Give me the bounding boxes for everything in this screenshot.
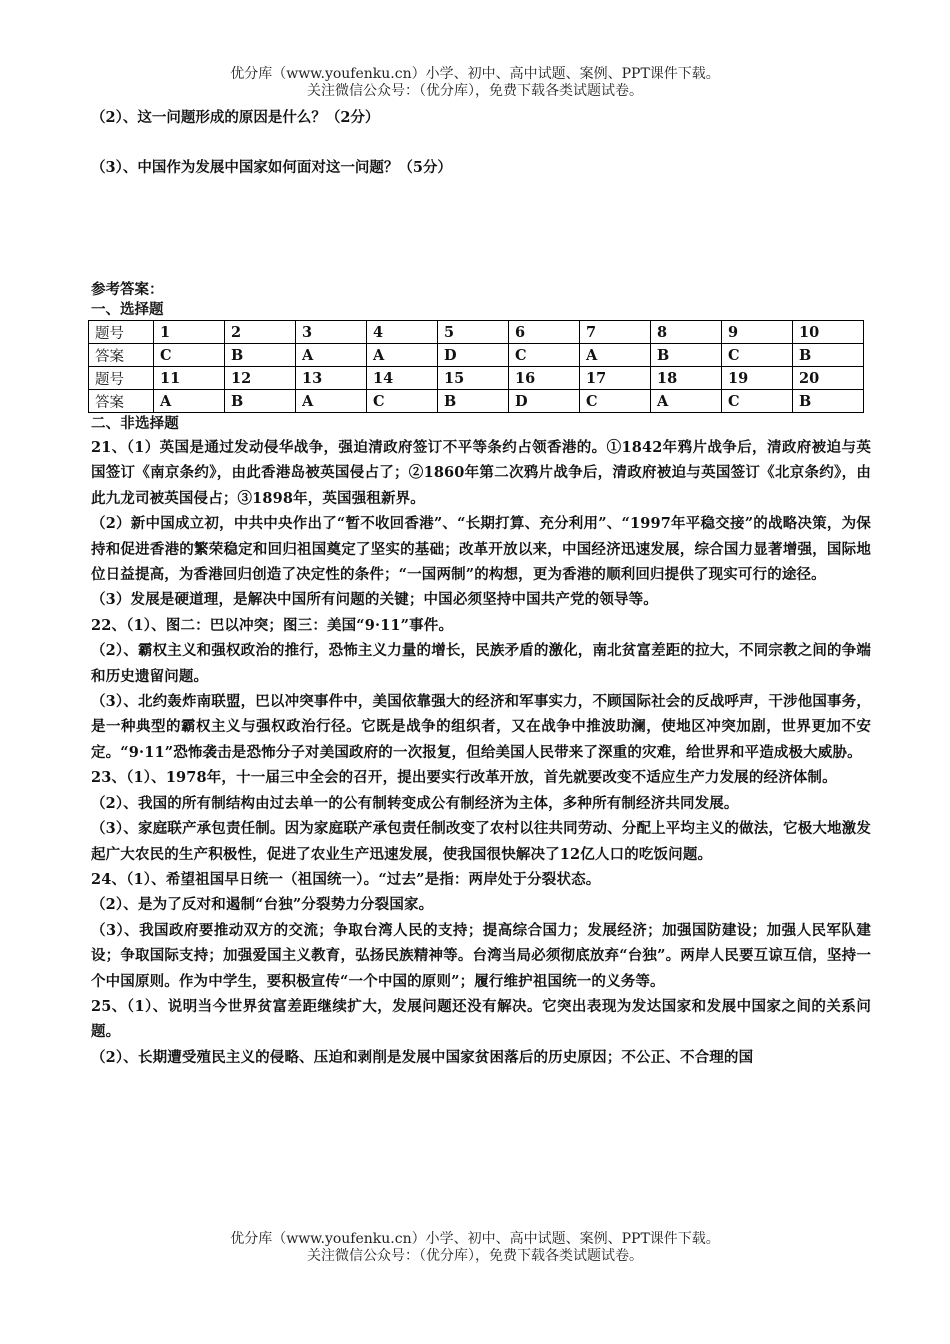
- table-cell: B: [438, 390, 509, 413]
- table-cell: B: [793, 390, 864, 413]
- row-label: 答案: [89, 390, 154, 413]
- table-cell: D: [438, 344, 509, 367]
- table-cell: 5: [438, 321, 509, 344]
- table-cell: B: [225, 390, 296, 413]
- answer-paragraph: （2）、霸权主义和强权政治的推行，恐怖主义力量的增长，民族矛盾的激化，南北贫富差距的拉大，不同宗教之间的争端和历史遗留问题。: [91, 642, 871, 685]
- table-cell: 4: [367, 321, 438, 344]
- answer-paragraph: 24、（1）、希望祖国早日统一（祖国统一）。“过去”是指：两岸处于分裂状态。: [91, 870, 601, 888]
- answer-paragraph: （2）新中国成立初，中共中央作出了“暂不收回香港”、“长期打算、充分利用”、“1997年平稳交接”的战略决策，为保持和促进香港的繁荣稳定和回归祖国奠定了坚实的基础；改革开放以来，中国经济迅速发展，综合国力显著增强，国际地位日益提高，为香港回归创造了决定性的条件；“一国两制”的构想，更为香港的顺利回归提供了现实可行的途径。: [91, 515, 871, 584]
- question-2: （2）、这一问题形成的原因是什么？（2分）: [91, 109, 380, 126]
- header-line-1: 优分库（www.youfenku.cn）小学、初中、高中试题、案例、PPT课件下载。: [230, 66, 720, 82]
- answer-paragraph: 23、（1）、1978年，十一届三中全会的召开，提出要实行改革开放，首先就要改变不适应生产力发展的经济体制。: [91, 769, 837, 787]
- footer-line-2: 关注微信公众号：（优分库），免费下载各类试题试卷。: [307, 1248, 643, 1264]
- header-line-2: 关注微信公众号：（优分库），免费下载各类试题试卷。: [307, 83, 643, 99]
- table-cell: A: [367, 344, 438, 367]
- table-cell: 13: [296, 367, 367, 390]
- row-label: 题号: [89, 367, 154, 390]
- table-cell: 17: [580, 367, 651, 390]
- answer-paragraph: （2）、长期遭受殖民主义的侵略、压迫和剥削是发展中国家贫困落后的历史原因；不公正、不合理的国: [91, 1048, 754, 1066]
- answer-paragraph: 22、（1）、图二：巴以冲突；图三：美国“9·11”事件。: [91, 616, 454, 634]
- answer-paragraph: （3）、家庭联产承包责任制。因为家庭联产承包责任制改变了农村以往共同劳动、分配上平均主义的做法，它极大地激发起广大农民的生产积极性，促进了农业生产迅速发展，使我国很快解决了12亿人口的吃饭问题。: [91, 820, 871, 863]
- table-cell: 15: [438, 367, 509, 390]
- section-choice-title: 一、选择题: [91, 301, 164, 318]
- table-row: [89, 344, 864, 367]
- answer-paragraph: （3）发展是硬道理，是解决中国所有问题的关键；中国必须坚持中国共产党的领导等。: [91, 591, 658, 609]
- page-footer: [0, 1231, 950, 1265]
- table-cell: C: [509, 344, 580, 367]
- table-cell: 19: [722, 367, 793, 390]
- answer-paragraph: 21、（1）英国是通过发动侵华战争，强迫清政府签订不平等条约占领香港的。①1842年鸦片战争后，清政府被迫与英国签订《南京条约》，由此香港岛被英国侵占了；②1860年第二次鸦片战争后，清政府被迫与英国签订《北京条约》，由此九龙司被英国侵占；③1898年，英国强租新界。: [91, 439, 871, 507]
- question-3: （3）、中国作为发展中国家如何面对这一问题？（5分）: [91, 159, 452, 176]
- table-cell: 3: [296, 321, 367, 344]
- table-cell: 8: [651, 321, 722, 344]
- footer-line-1: 优分库（www.youfenku.cn）小学、初中、高中试题、案例、PPT课件下载。: [230, 1231, 720, 1247]
- table-cell: 10: [793, 321, 864, 344]
- table-cell: C: [367, 390, 438, 413]
- section-nonchoice-title: 二、非选择题: [91, 415, 179, 432]
- answers-title: 参考答案：: [91, 281, 164, 298]
- page-header: [0, 66, 950, 100]
- table-cell: 20: [793, 367, 864, 390]
- table-cell: 12: [225, 367, 296, 390]
- table-cell: B: [651, 344, 722, 367]
- table-cell: 16: [509, 367, 580, 390]
- answer-paragraph: 25、（1）、说明当今世界贫富差距继续扩大，发展问题还没有解决。它突出表现为发达国家和发展中国家之间的关系问题。: [91, 997, 871, 1041]
- table-cell: 6: [509, 321, 580, 344]
- table-cell: 18: [651, 367, 722, 390]
- table-cell: C: [580, 390, 651, 413]
- table-cell: C: [722, 390, 793, 413]
- table-row: [89, 390, 864, 413]
- table-row: [89, 367, 864, 390]
- answer-paragraph: （2）、是为了反对和遏制“台独”分裂势力分裂国家。: [91, 896, 434, 914]
- table-cell: D: [509, 390, 580, 413]
- table-row: [89, 321, 864, 344]
- table-cell: A: [296, 344, 367, 367]
- table-cell: 2: [225, 321, 296, 344]
- table-cell: A: [154, 390, 225, 413]
- table-cell: C: [722, 344, 793, 367]
- answer-paragraph: （2）、我国的所有制结构由过去单一的公有制转变成公有制经济为主体，多种所有制经济共同发展。: [91, 794, 739, 812]
- row-label: 答案: [89, 344, 154, 367]
- table-cell: C: [154, 344, 225, 367]
- table-cell: 11: [154, 367, 225, 390]
- table-cell: B: [225, 344, 296, 367]
- table-cell: 1: [154, 321, 225, 344]
- table-cell: 14: [367, 367, 438, 390]
- answer-paragraph: （3）、北约轰炸南联盟，巴以冲突事件中，美国依靠强大的经济和军事实力，不顾国际社会的反战呼声，干涉他国事务，是一种典型的霸权主义与强权政治行径。它既是战争的组织者，又在战争中推波助澜，使地区冲突加剧，世界更加不安定。“9·11”恐怖袭击是恐怖分子对美国政府的一次报复，但给美国人民带来了深重的灾难，给世界和平造成极大威胁。: [91, 693, 871, 761]
- document-content: [91, 108, 871, 1070]
- table-cell: A: [580, 344, 651, 367]
- answer-table: [88, 320, 864, 413]
- answer-paragraph: （3）、我国政府要推动双方的交流；争取台湾人民的支持；提高综合国力；发展经济；加强国防建设；加强人民军队建设；争取国际支持；加强爱国主义教育，弘扬民族精神等。台湾当局必须彻底放弃“台独”。两岸人民要互谅互信，坚持一个中国原则。作为中学生，要积极宣传“一个中国的原则”；履行维护祖国统一的义务等。: [91, 921, 871, 990]
- table-cell: 7: [580, 321, 651, 344]
- table-cell: A: [296, 390, 367, 413]
- table-cell: B: [793, 344, 864, 367]
- table-cell: 9: [722, 321, 793, 344]
- non-choice-answers: [91, 413, 871, 1070]
- row-label: 题号: [89, 321, 154, 344]
- table-cell: A: [651, 390, 722, 413]
